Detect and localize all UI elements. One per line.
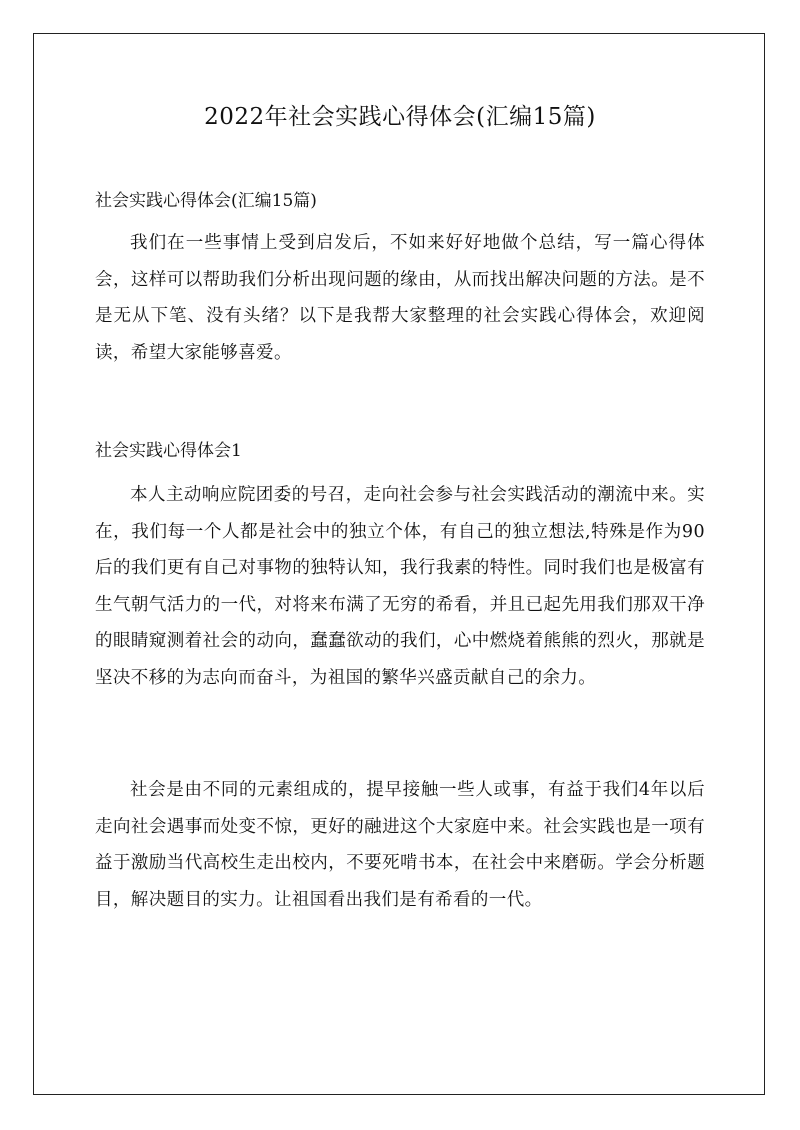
intro-paragraph: 我们在一些事情上受到启发后，不如来好好地做个总结，写一篇心得体会，这样可以帮助我们分析出现问题的缘由，从而找出解决问题的方法。是不是无从下笔、没有头绪？以下是我帮大家整理的社会实践心得体会，欢迎阅读，希望大家能够喜爱。 (95, 233, 705, 363)
intro-heading: 社会实践心得体会(汇编15篇) (95, 191, 317, 211)
section-1-paragraph-1: 本人主动响应院团委的号召，走向社会参与社会实践活动的潮流中来。实在，我们每一个人都是社会中的独立个体，有自己的独立想法,特殊是作为90后的我们更有自己对事物的独特认知，我行我素的特性。同时我们也是极富有生气朝气活力的一代，对将来布满了无穷的希看，并且已起先用我们那双干净的眼睛窥测着社会的动向，蠢蠢欲动的我们，心中燃烧着熊熊的烈火，那就是坚决不移的为志向而奋斗，为祖国的繁华兴盛贡献自己的余力。 (95, 485, 705, 688)
section-1-paragraph-2: 社会是由不同的元素组成的，提早接触一些人或事，有益于我们4年以后走向社会遇事而处变不惊，更好的融进这个大家庭中来。社会实践也是一项有益于激励当代高校生走出校内，不要死啃书本，在社会中来磨砺。学会分析题目，解决题目的实力。让祖国看出我们是有希看的一代。 (95, 780, 705, 910)
document-title: 2022年社会实践心得体会(汇编15篇) (204, 104, 596, 130)
section-1-heading: 社会实践心得体会1 (95, 441, 242, 461)
